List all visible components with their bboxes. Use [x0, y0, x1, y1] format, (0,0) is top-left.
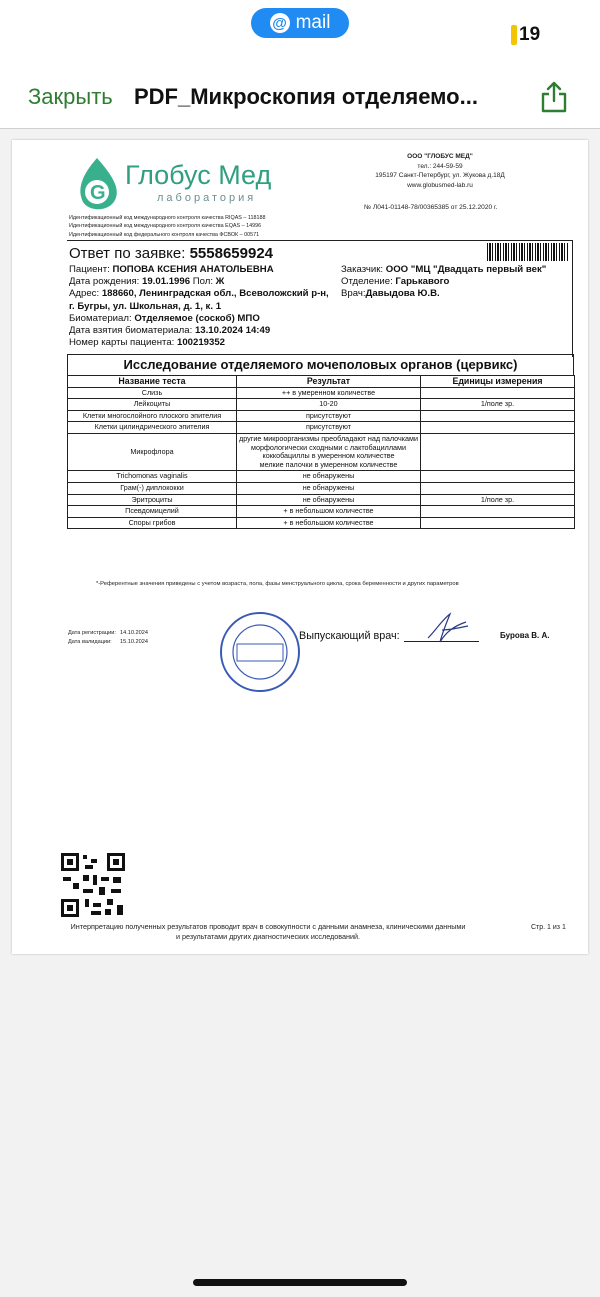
cell-result: не обнаружены — [237, 494, 421, 506]
cell-result: не обнаружены — [237, 482, 421, 494]
patient-dob: 19.01.1996 — [142, 276, 191, 288]
order-label: Ответ по заявке: — [69, 245, 186, 262]
table-row — [68, 410, 575, 422]
cell-result: присутствуют — [237, 422, 421, 434]
close-button[interactable]: Закрыть — [28, 84, 113, 109]
cell-result: + в небольшом количестве — [237, 517, 421, 529]
doctor: Давыдова Ю.В. — [365, 288, 440, 300]
interpretation-note: Интерпретацию полученных результатов проводит врач в совокупности с данными анамнеза, клиническими данными и результатами других диагностических исследований. — [70, 922, 466, 942]
cell-test: Эритроциты — [68, 494, 237, 506]
cell-test: Споры грибов — [68, 517, 237, 529]
lab-logo-subtitle: лаборатория — [157, 192, 257, 204]
card-label: Номер карты пациента: — [69, 337, 175, 349]
header-result: Результат — [237, 376, 421, 388]
header-test: Название теста — [68, 376, 237, 388]
mail-app-pill[interactable] — [251, 8, 349, 38]
cell-unit — [421, 471, 575, 483]
table-row — [68, 494, 575, 506]
cell-unit — [421, 422, 575, 434]
document-title: PDF_Микроскопия отделяемо... — [134, 84, 478, 109]
cell-test: Лейкоциты — [68, 399, 237, 411]
val-date: 15.10.2024 — [120, 638, 148, 645]
company-site: www.globusmed-lab.ru — [407, 181, 473, 189]
lab-logo-name: Глобус Мед — [125, 160, 272, 190]
home-indicator[interactable] — [193, 1279, 407, 1286]
table-row — [68, 387, 575, 399]
table-header-row — [68, 376, 575, 388]
table-row — [68, 433, 575, 470]
order-line — [69, 245, 273, 262]
company-name: ООО "ГЛОБУС МЕД" — [407, 153, 473, 160]
cell-test: Грам(-) диплококки — [68, 482, 237, 494]
header-unit: Единицы измерения — [421, 376, 575, 388]
patient-name: ПОПОВА КСЕНИЯ АНАТОЛЬЕВНА — [112, 264, 274, 275]
reg-date-label: Дата регистрации: — [68, 630, 116, 636]
sex-label: Пол: — [192, 276, 213, 288]
company-address: 195197 Санкт-Петербург, ул. Жукова д.18Д — [375, 172, 505, 179]
pdf-page — [12, 140, 588, 954]
val-date-label: Дата валидации: — [68, 638, 112, 645]
cell-test: Слизь — [68, 387, 237, 399]
results-table — [67, 375, 575, 529]
id-eqas: Идентификационный код международного контроля качества EQAS – 14996 — [69, 223, 262, 230]
cell-test: Клетки цилиндрического эпителия — [68, 422, 237, 434]
patient-details — [69, 264, 337, 349]
doctor-label: Врач: — [341, 288, 366, 300]
cell-test: Псевдомицелий — [68, 506, 237, 518]
cell-unit: 1/поле зр. — [421, 399, 575, 411]
patient-sex: Ж — [215, 276, 225, 288]
cell-result: + в небольшом количестве — [237, 506, 421, 518]
qr-code-icon — [61, 853, 125, 917]
cell-test: Клетки многослойного плоского эпителия — [68, 410, 237, 422]
department: Гарькавого — [395, 276, 450, 288]
svg-text:G: G — [90, 182, 106, 204]
table-row — [68, 506, 575, 518]
license-number: № Л041-01148-78/00365385 от 25.12.2020 г. — [364, 204, 498, 211]
collection-label: Дата взятия биоматериала: — [69, 325, 193, 337]
table-row — [68, 482, 575, 494]
patient-info-block — [67, 240, 573, 357]
at-icon: @ — [270, 13, 290, 33]
dob-label: Дата рождения: — [69, 276, 140, 288]
id-riqas: Идентификационный код международного контроля качества RIQAS – 118188 — [69, 215, 266, 221]
collection-date: 13.10.2024 14:49 — [194, 325, 271, 337]
quality-control-ids — [69, 214, 265, 239]
signer-name: Бурова В. А. — [500, 631, 550, 640]
cell-result: не обнаружены — [237, 471, 421, 483]
cell-test: Микрофлора — [68, 433, 237, 470]
battery-icon — [511, 25, 517, 45]
cell-test: Trichomonas vaginalis — [68, 471, 237, 483]
viewer-header — [0, 70, 600, 129]
customer-details — [341, 264, 576, 301]
customer: ООО "МЦ "Двадцать первый век" — [385, 264, 547, 275]
cell-result: другие микроорганизмы преобладают над палочками морфологически сходными с лактобациллами коккобациллы в умеренном количестве мелкие палочки в умеренном количестве — [237, 433, 421, 470]
cell-result: ++ в умеренном количестве — [237, 387, 421, 399]
cell-unit — [421, 387, 575, 399]
share-icon[interactable] — [539, 80, 569, 114]
table-row — [68, 422, 575, 434]
cell-unit: 1/поле зр. — [421, 494, 575, 506]
department-label: Отделение: — [341, 276, 393, 288]
battery-level: 19 — [519, 24, 541, 45]
reference-note: *-Референтные значения приведены с учетом возраста, пола, фазы менструального цикла, срока беременности и других параметров — [96, 581, 459, 587]
table-row — [68, 517, 575, 529]
signer-label: Выпускающий врач: — [299, 630, 400, 642]
page-number: Стр. 1 из 1 — [531, 924, 566, 931]
order-number: 5558659924 — [189, 245, 274, 262]
stamp-icon — [219, 611, 301, 693]
signature-icon — [424, 612, 470, 644]
cell-unit — [421, 482, 575, 494]
barcode — [487, 243, 569, 261]
card-number: 100219352 — [177, 337, 226, 349]
address-label: Адрес: — [69, 288, 100, 300]
cell-result: 10-20 — [237, 399, 421, 411]
company-contacts — [350, 152, 530, 190]
company-phone: тел.: 244-59-59 — [417, 162, 463, 170]
battery-indicator — [511, 24, 540, 46]
table-row — [68, 471, 575, 483]
dates-block — [68, 629, 172, 646]
customer-label: Заказчик: — [341, 264, 384, 275]
patient-name-label: Пациент: — [69, 264, 110, 275]
id-fsvok: Идентификационный код федерального контроля качества ФСВОК – 00571 — [69, 231, 260, 238]
study-title: Исследование отделяемого мочеполовых органов (цервикс) — [67, 354, 574, 375]
biomaterial-label: Биоматериал: — [69, 312, 132, 324]
table-row — [68, 399, 575, 411]
cell-unit — [421, 506, 575, 518]
biomaterial: Отделяемое (соскоб) МПО — [134, 312, 260, 324]
cell-unit — [421, 410, 575, 422]
cell-unit — [421, 517, 575, 529]
cell-result: присутствуют — [237, 410, 421, 422]
reg-date: 14.10.2024 — [120, 630, 148, 636]
patient-address: 188660, Ленинградская обл., Всеволожский р-н, г. Бугры, ул. Школьная, д. 1, к. 1 — [69, 288, 329, 312]
cell-unit — [421, 433, 575, 470]
mail-app-label: mail — [295, 12, 331, 33]
